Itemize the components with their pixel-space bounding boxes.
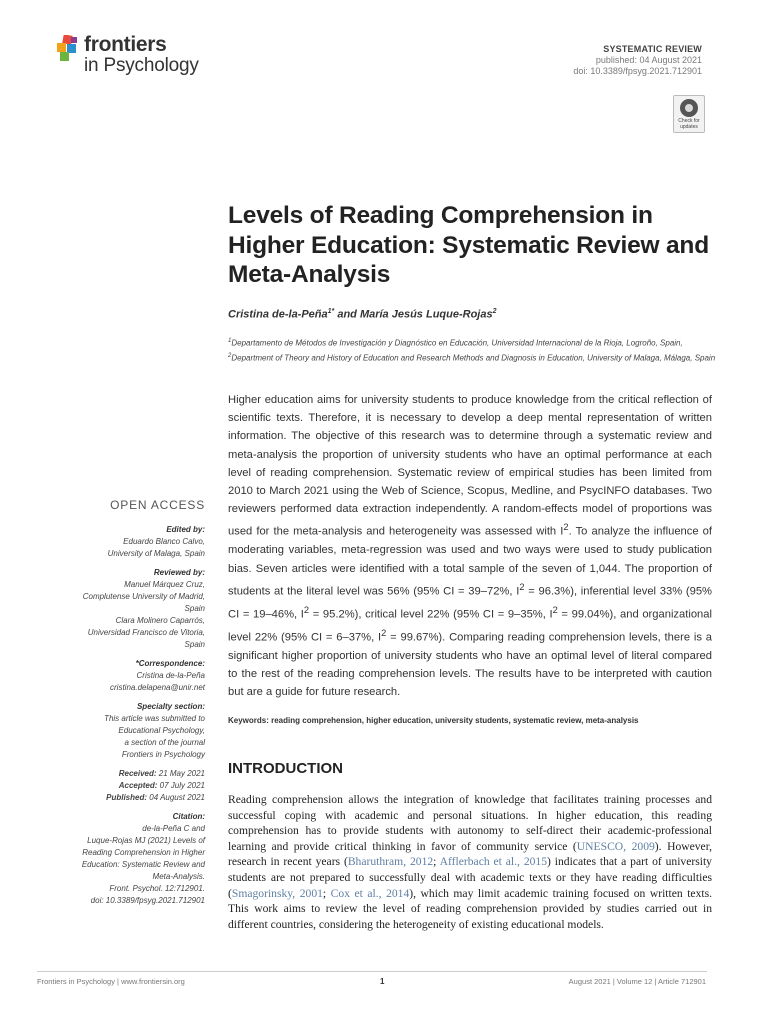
reviewed-by-heading: Reviewed by: — [153, 568, 205, 577]
received-value: 21 May 2021 — [156, 769, 205, 778]
check-updates-label: Check for updates — [678, 118, 700, 130]
accepted-value: 07 July 2021 — [157, 781, 205, 790]
abstract-text-5: = 99.04%), and organizational level 22% (95% CI = 6–37%, I — [228, 608, 712, 644]
intro-text: ) indicates that a part of university students are not prepared to successfully deal with academic texts or they have reading difficulties ( — [228, 855, 712, 900]
citation-link[interactable]: Smagorinsky, 2001 — [231, 886, 323, 900]
abstract-text-2: . To analyze the influence of moderating variables, meta-regression was used and two ways were used to study publication bias. Seven articles were identified with a total sample of the seven of 1,044. The proportion of students at the literal level was 56% (95% CI = 39–72%, I — [228, 526, 712, 598]
citation-line: Education: Systematic Review and — [81, 860, 205, 869]
check-updates-icon — [680, 99, 698, 117]
reviewer-line: Complutense University of Madrid, — [82, 592, 205, 601]
page-number: 1 — [380, 977, 385, 986]
received-label: Received: — [118, 769, 157, 778]
article-info-sidebar — [57, 498, 205, 907]
footer-volume-info: August 2021 | Volume 12 | Article 712901 — [568, 977, 706, 986]
intro-text: ; — [322, 886, 331, 900]
logo-text-frontiers: frontiers — [84, 33, 167, 56]
editor-line[interactable]: Eduardo Blanco Calvo, — [123, 537, 205, 546]
affiliations — [228, 335, 718, 364]
affil-2-sup: 2 — [228, 352, 232, 359]
specialty-line: This article was submitted to — [104, 714, 205, 723]
abstract-text-1: Higher education aims for university students to produce knowledge from the critical reflection of scientific texts. Therefore, it is necessary to develop a deep mental representation of written information. The objective of this research was to determine through a systematic review and meta-analysis the proportion of university students who have an optimal performance at each level of reading comprehension. Systematic review of empirical studies has been limited from 2010 to March 2021 using the Web of Science, Scopus, Medline, and PsycINFO databases. Two reviewers performed data extraction independently. A random-effects model of proportions was used for the meta-analysis and heterogeneity was assessed with I — [228, 394, 712, 539]
correspondence-name: Cristina de-la-Peña — [136, 671, 205, 680]
author-1[interactable]: Cristina de-la-Peña — [228, 308, 328, 321]
citation-line: Front. Psychol. 12:712901. — [109, 884, 205, 893]
abstract — [228, 391, 712, 701]
correspondence-heading: *Correspondence: — [135, 659, 205, 668]
intro-text: Reading comprehension allows the integration of knowledge that facilitates training processes and successful coping with academic and personal situations. In higher education, this reading comprehension has to provide students with autonomy to self-direct their academic-professional learning and provide critical thinking in favor of community service ( — [228, 793, 712, 853]
edited-by-heading: Edited by: — [166, 525, 205, 534]
section-heading-introduction: INTRODUCTION — [228, 760, 343, 777]
abstract-sup: 2 — [563, 522, 569, 533]
specialty-line: Educational Psychology, — [118, 726, 205, 735]
citation-line: de-la-Peña C and — [142, 824, 205, 833]
accepted-label: Accepted: — [118, 781, 158, 790]
reviewer-line: Spain — [184, 640, 205, 649]
citation-link[interactable]: Afflerbach et al., 2015 — [439, 855, 548, 869]
citation-line: Reading Comprehension in Higher — [82, 848, 205, 857]
abstract-sup: 2 — [519, 581, 525, 592]
intro-text: ; — [433, 855, 440, 869]
published-value: 04 August 2021 — [147, 793, 205, 802]
citation-link[interactable]: UNESCO, 2009 — [576, 839, 655, 853]
abstract-text-3: = 96.3%), inferential level 33% (95% CI = 19–46%, I — [228, 585, 712, 621]
abstract-sup: 2 — [303, 604, 310, 615]
citation-line: Meta-Analysis. — [152, 872, 205, 881]
article-title: Levels of Reading Comprehension in Higher Education: Systematic Review and Meta-Analysis — [228, 202, 709, 288]
correspondence-email[interactable]: cristina.delapena@unir.net — [110, 683, 205, 692]
open-access-label: OPEN ACCESS — [110, 498, 205, 512]
article-meta-header — [573, 44, 702, 77]
frontiers-logo-icon — [57, 35, 81, 61]
citation-line: Luque-Rojas MJ (2021) Levels of — [87, 836, 205, 845]
citation-link[interactable]: Cox et al., 2014 — [330, 886, 410, 900]
author-list — [228, 308, 497, 321]
reviewer-line[interactable]: Manuel Márquez Cruz, — [124, 580, 205, 589]
accepted-date — [57, 780, 205, 792]
author-1-sup: 1* — [327, 308, 335, 315]
affil-1-sup: 1 — [228, 338, 232, 344]
received-date — [57, 768, 205, 780]
abstract-text-6: = 99.67%). Comparing reading comprehension levels, there is a significant higher proportion of university students who have an optimal level of literal compared to the rest of the reading comprehension levels. The results have to be interpreted with caution but are a guide for future research. — [228, 631, 712, 698]
abstract-text-4: = 95.2%), critical level 22% (95% CI = 9–35%, I — [309, 608, 553, 621]
reviewer-line[interactable]: Clara Molinero Caparrós, — [115, 616, 205, 625]
author-and: and — [334, 308, 360, 321]
specialty-line: Frontiers in Psychology — [121, 750, 205, 759]
abstract-sup: 2 — [552, 604, 558, 615]
citation-link[interactable]: Bharuthram, 2012 — [347, 855, 434, 869]
affil-1: Departamento de Métodos de Investigación y Diagnóstico en Educación, Universidad Internacional de la Rioja, Logroño, Spain, — [231, 338, 683, 348]
reviewer-line: Spain — [184, 604, 205, 613]
published-date-sidebar — [57, 792, 205, 804]
journal-logo[interactable] — [57, 33, 207, 79]
reviewer-line: Universidad Francisco de Vitoria, — [87, 628, 205, 637]
specialty-line: a section of the journal — [124, 738, 205, 747]
intro-text: ). However, research in recent years ( — [228, 839, 712, 869]
check-for-updates-button[interactable] — [673, 95, 705, 133]
citation-doi[interactable]: doi: 10.3389/fpsyg.2021.712901 — [90, 896, 205, 905]
footer-divider — [37, 971, 707, 972]
logo-text-journal: in Psychology — [84, 55, 199, 76]
specialty-heading: Specialty section: — [136, 702, 205, 711]
author-2-sup: 2 — [492, 308, 497, 315]
author-2[interactable]: María Jesús Luque-Rojas — [359, 308, 493, 321]
published-label: Published: — [106, 793, 148, 802]
editor-line: University of Malaga, Spain — [107, 549, 205, 558]
abstract-sup: 2 — [381, 627, 387, 638]
article-doi[interactable]: doi: 10.3389/fpsyg.2021.712901 — [573, 66, 702, 76]
intro-text: ), which may limit academic training focused on written texts. This work aims to review the level of reading comprehension provided by studies carried out in different countries, considering the heterogeneity of existing educational models. — [228, 886, 713, 931]
introduction-paragraph — [228, 792, 712, 932]
published-date: published: 04 August 2021 — [595, 55, 702, 65]
citation-heading: Citation: — [172, 812, 205, 821]
footer-journal-link[interactable]: Frontiers in Psychology | www.frontiersin.org — [37, 977, 185, 986]
article-type: SYSTEMATIC REVIEW — [603, 44, 702, 54]
affil-2: Department of Theory and History of Education and Research Methods and Diagnosis in Education, University of Malaga, Málaga, Spain — [231, 353, 716, 363]
keywords: Keywords: reading comprehension, higher education, university students, systematic review, meta-analysis — [228, 716, 639, 725]
